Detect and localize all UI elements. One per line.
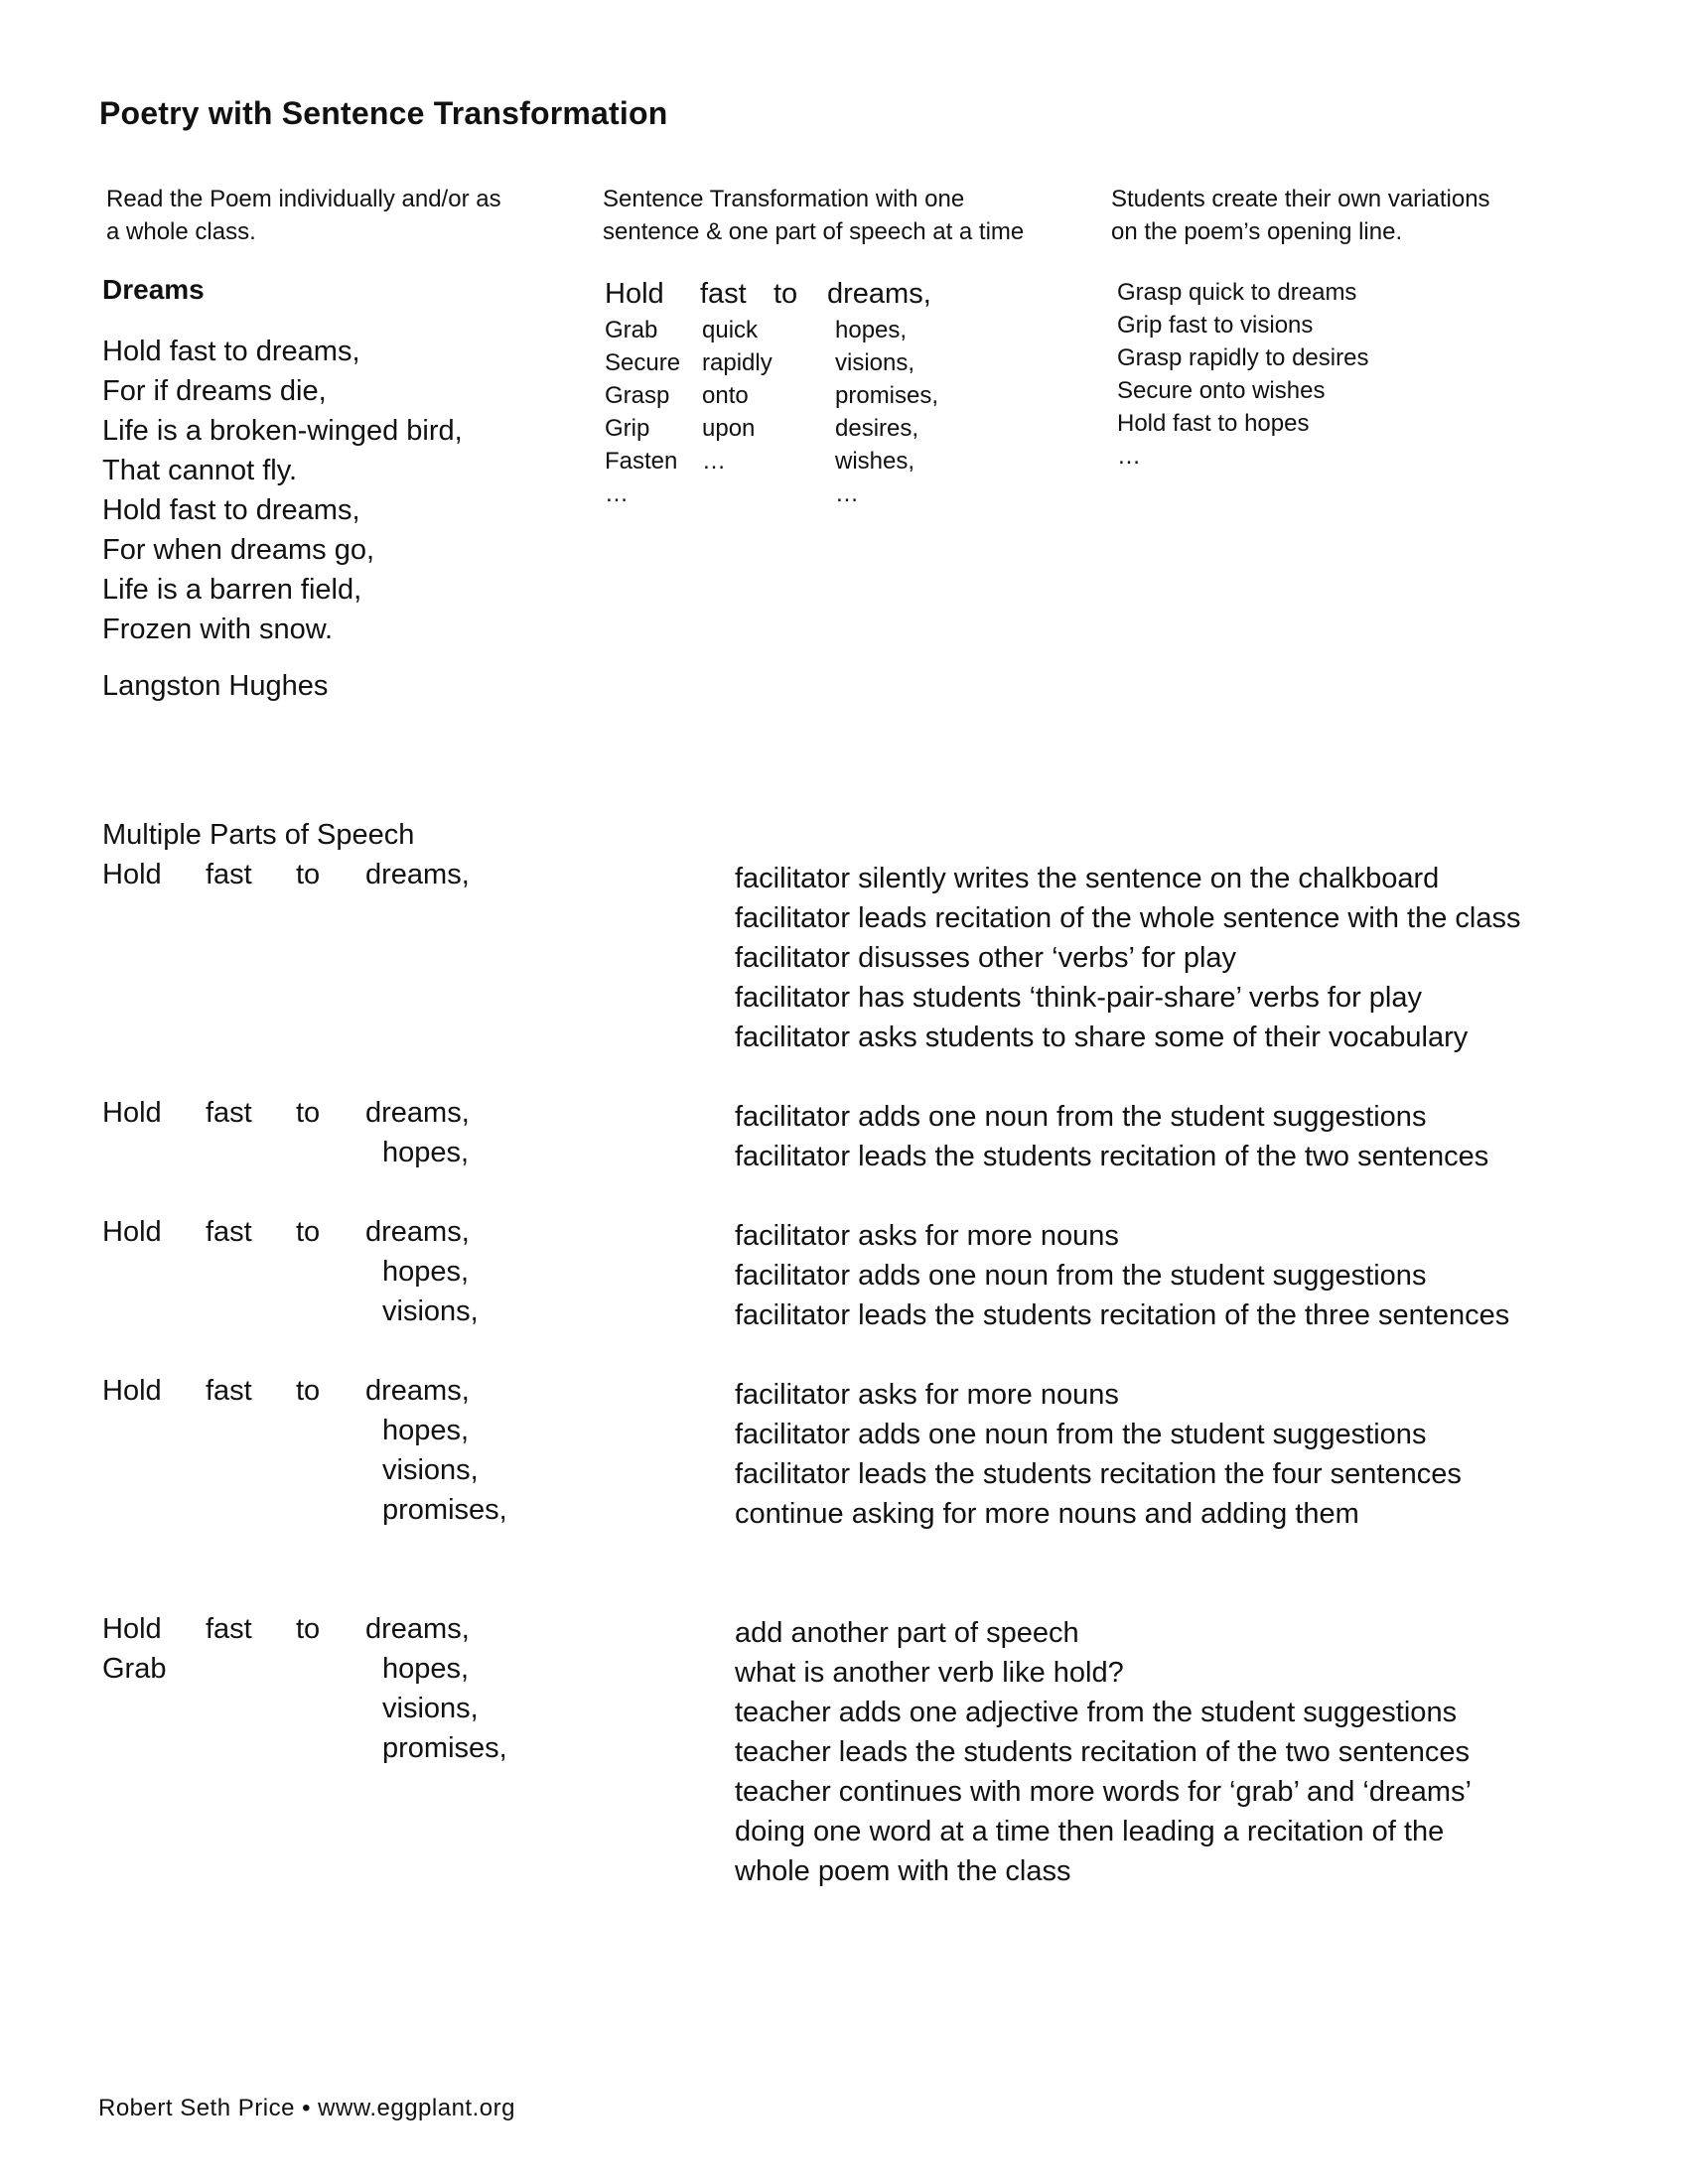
word-to: to — [296, 1097, 321, 1129]
notes-block-1 — [735, 859, 1520, 1057]
transformation-adverb: … — [702, 448, 726, 475]
transformation-adverb: upon — [702, 415, 756, 442]
transformation-verb: Grasp — [605, 382, 670, 409]
note-line: teacher adds one adjective from the student suggestions — [735, 1697, 1458, 1728]
poem-line: Life is a barren field, — [102, 574, 362, 606]
transformation-verb: Grab — [605, 317, 658, 343]
note-line: facilitator leads recitation of the whole sentence with the class — [735, 902, 1521, 934]
word-hold: Hold — [102, 1613, 162, 1645]
word-noun: visions, — [382, 1693, 479, 1724]
transformation-header-preposition: to — [774, 278, 798, 310]
note-line: facilitator asks students to share some of their vocabulary — [735, 1022, 1469, 1053]
word-hold: Hold — [102, 1216, 162, 1248]
transformation-noun: desires, — [835, 415, 919, 442]
note-line: facilitator leads the students recitation of the three sentences — [735, 1299, 1510, 1331]
word-noun: hopes, — [382, 1653, 470, 1685]
intro-transformation-line: Sentence Transformation with one — [603, 186, 965, 212]
word-to: to — [296, 1216, 321, 1248]
notes-block-3 — [735, 1216, 1509, 1335]
poem-line: For when dreams go, — [102, 534, 375, 566]
variation-line: … — [1117, 443, 1141, 470]
transformation-header-verb: Hold — [605, 278, 664, 310]
intro-students — [1111, 183, 1490, 248]
word-fast: fast — [206, 1097, 252, 1129]
note-line: facilitator leads the students recitation the four sentences — [735, 1458, 1462, 1490]
student-variations — [1117, 276, 1368, 473]
poem-line: Hold fast to dreams, — [102, 336, 360, 367]
word-fast: fast — [206, 1613, 252, 1645]
word-fast: fast — [206, 1216, 252, 1248]
word-to: to — [296, 1613, 321, 1645]
transformation-verb: Grip — [605, 415, 650, 442]
transformation-noun: promises, — [835, 382, 939, 409]
word-to: to — [296, 1375, 321, 1407]
variation-line: Hold fast to hopes — [1117, 410, 1310, 437]
note-line: facilitator leads the students recitation of the two sentences — [735, 1141, 1489, 1172]
transformation-verb: … — [605, 480, 629, 507]
word-hold: Hold — [102, 1097, 162, 1129]
intro-transformation — [603, 183, 1024, 248]
transformation-header-adverb: fast — [700, 278, 747, 310]
word-grab: Grab — [102, 1653, 167, 1685]
intro-read — [106, 183, 501, 248]
transformation-adverb: onto — [702, 382, 749, 409]
word-noun: visions, — [382, 1296, 479, 1327]
note-line: facilitator asks for more nouns — [735, 1379, 1119, 1411]
note-line: facilitator adds one noun from the student suggestions — [735, 1101, 1427, 1133]
poem-line: Life is a broken-winged bird, — [102, 415, 463, 447]
poem-text — [102, 332, 463, 649]
word-fast: fast — [206, 1375, 252, 1407]
intro-students-line: Students create their own variations — [1111, 186, 1490, 212]
transformation-adverb: rapidly — [702, 349, 773, 376]
poem-line: Hold fast to dreams, — [102, 494, 360, 526]
word-noun: hopes, — [382, 1137, 470, 1168]
notes-block-2 — [735, 1097, 1488, 1176]
word-noun: promises, — [382, 1494, 507, 1526]
note-line: facilitator adds one noun from the student suggestions — [735, 1260, 1427, 1292]
intro-read-line: a whole class. — [106, 218, 256, 245]
notes-block-4 — [735, 1375, 1462, 1534]
note-line: teacher continues with more words for ‘grab’ and ‘dreams’ — [735, 1776, 1472, 1808]
poem-author: Langston Hughes — [102, 670, 329, 702]
poem-title: Dreams — [102, 274, 205, 305]
notes-block-5 — [735, 1613, 1472, 1891]
variation-line: Grip fast to visions — [1117, 312, 1314, 339]
note-line: whole poem with the class — [735, 1855, 1071, 1887]
intro-students-line: on the poem’s opening line. — [1111, 218, 1403, 245]
word-dreams: dreams, — [365, 1613, 470, 1645]
page-title: Poetry with Sentence Transformation — [99, 95, 668, 131]
footer-credit: Robert Seth Price • www.eggplant.org — [98, 2095, 515, 2121]
word-dreams: dreams, — [365, 859, 470, 890]
word-dreams: dreams, — [365, 1216, 470, 1248]
word-to: to — [296, 859, 321, 890]
note-line: facilitator silently writes the sentence on the chalkboard — [735, 863, 1440, 894]
variation-line: Grasp rapidly to desires — [1117, 344, 1369, 371]
word-noun: visions, — [382, 1454, 479, 1486]
poem-line: That cannot fly. — [102, 455, 298, 486]
transformation-noun: … — [835, 480, 859, 507]
note-line: doing one word at a time then leading a recitation of the — [735, 1816, 1445, 1847]
intro-transformation-line: sentence & one part of speech at a time — [603, 218, 1025, 245]
transformation-verb: Fasten — [605, 448, 678, 475]
transformation-nouns — [835, 314, 938, 510]
word-noun: promises, — [382, 1732, 507, 1764]
word-hold: Hold — [102, 1375, 162, 1407]
word-fast: fast — [206, 859, 252, 890]
word-noun: hopes, — [382, 1415, 470, 1446]
intro-read-line: Read the Poem individually and/or as — [106, 186, 501, 212]
note-line: facilitator asks for more nouns — [735, 1220, 1119, 1252]
word-dreams: dreams, — [365, 1375, 470, 1407]
poem-line: Frozen with snow. — [102, 614, 334, 645]
transformation-noun: hopes, — [835, 317, 908, 343]
note-line: teacher leads the students recitation of the two sentences — [735, 1736, 1470, 1768]
transformation-header-noun: dreams, — [827, 278, 931, 310]
variation-line: Secure onto wishes — [1117, 377, 1326, 404]
transformation-verb: Secure — [605, 349, 681, 376]
note-line: add another part of speech — [735, 1617, 1079, 1649]
note-line: facilitator disusses other ‘verbs’ for play — [735, 942, 1237, 974]
word-hold: Hold — [102, 859, 162, 890]
transformation-noun: wishes, — [835, 448, 915, 475]
word-noun: hopes, — [382, 1256, 470, 1288]
section-title-multiple-parts: Multiple Parts of Speech — [102, 819, 415, 851]
note-line: facilitator adds one noun from the student suggestions — [735, 1419, 1427, 1450]
note-line: continue asking for more nouns and adding them — [735, 1498, 1359, 1530]
transformation-adverbs — [702, 314, 773, 478]
poem-line: For if dreams die, — [102, 375, 327, 407]
transformation-verbs — [605, 314, 680, 510]
note-line: what is another verb like hold? — [735, 1657, 1124, 1689]
transformation-noun: visions, — [835, 349, 915, 376]
note-line: facilitator has students ‘think-pair-share’ verbs for play — [735, 982, 1423, 1014]
word-dreams: dreams, — [365, 1097, 470, 1129]
variation-line: Grasp quick to dreams — [1117, 279, 1357, 306]
transformation-adverb: quick — [702, 317, 759, 343]
